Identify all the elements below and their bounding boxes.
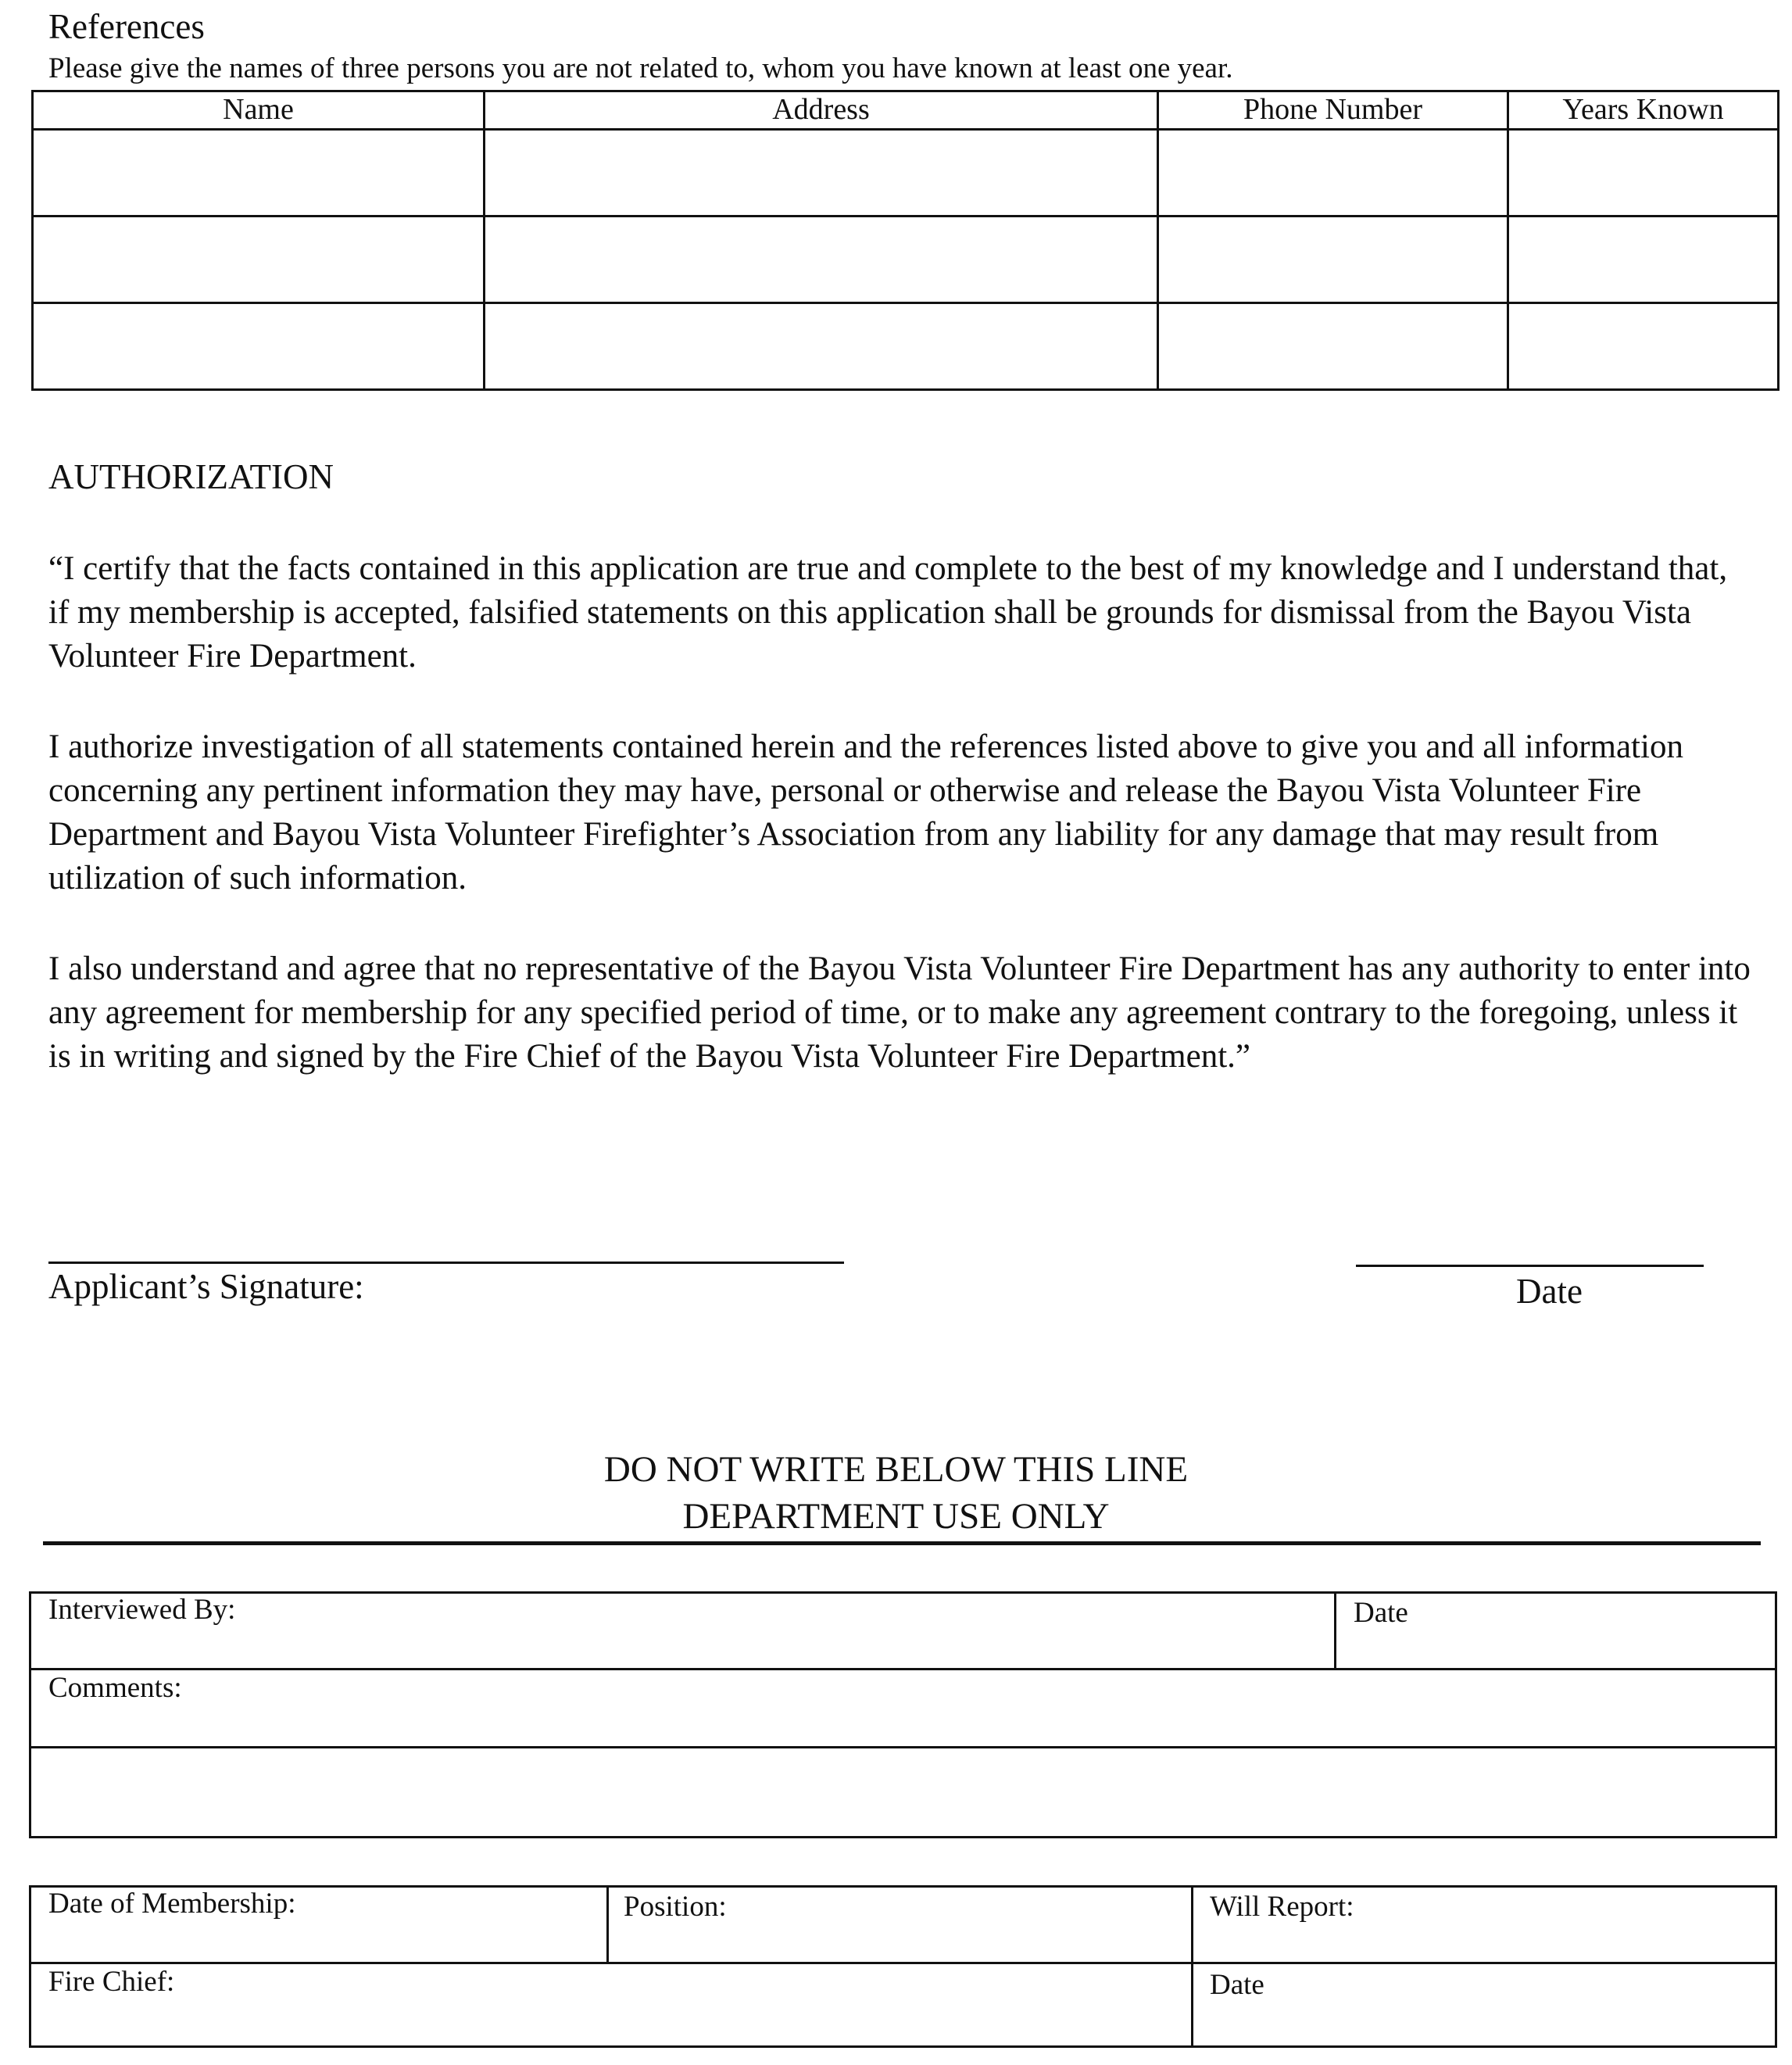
reference-3-years-field[interactable]: [1508, 303, 1779, 390]
interview-column-divider: [1334, 1591, 1336, 1670]
comments-row-divider: [29, 1746, 1777, 1748]
authorization-paragraph-3: I also understand and agree that no representative of the Bayou Vista Volunteer Fire Department has any authority to enter into any agreement for membership for any specified period of time, or to make any agreement contrary to the foregoing, unless it is in writing and signed by the Fire Chief of the Bayou Vista Volunteer Fire Department.”: [48, 950, 1751, 1075]
position-label: Position:: [624, 1891, 727, 1923]
authorization-paragraph-2: I authorize investigation of all statements contained herein and the references listed above to give you and all information concerning any pertinent information they may have, personal or otherwise and release the Bayou Vista Volunteer Fire Department and Bayou Vista Volunteer Firefighter’s Association from any liability for any damage that may result from utilization of such information.: [48, 728, 1683, 897]
reference-2-name-field[interactable]: [33, 217, 485, 303]
references-title: References: [48, 7, 205, 46]
authorization-paragraph-1: “I certify that the facts contained in this application are true and complete to the best of my knowledge and I understand that, if my membership is accepted, falsified statements on this application shall be grounds for dismissal from the Bayou Vista Volunteer Fire Department.: [48, 550, 1728, 675]
membership-row-divider: [29, 1962, 1777, 1964]
reference-2-years-field[interactable]: [1508, 217, 1779, 303]
column-header-phone-number: Phone Number: [1158, 91, 1508, 130]
table-row: [33, 217, 1779, 303]
table-row: [33, 130, 1779, 217]
applicant-signature-line[interactable]: [48, 1262, 844, 1264]
signature-date-line[interactable]: [1356, 1265, 1704, 1267]
reference-3-name-field[interactable]: [33, 303, 485, 390]
do-not-write-notice: DO NOT WRITE BELOW THIS LINE: [603, 1449, 1189, 1490]
reference-3-address-field[interactable]: [485, 303, 1158, 390]
reference-1-address-field[interactable]: [485, 130, 1158, 217]
interview-row-divider: [29, 1668, 1777, 1670]
authorization-heading: AUTHORIZATION: [48, 457, 334, 496]
membership-column-divider-1: [606, 1885, 609, 1963]
comments-label: Comments:: [48, 1672, 182, 1704]
reference-3-phone-field[interactable]: [1158, 303, 1508, 390]
references-header-row: [33, 91, 1779, 130]
reference-2-address-field[interactable]: [485, 217, 1158, 303]
signature-date-label: Date: [1516, 1272, 1583, 1311]
references-instruction: Please give the names of three persons you are not related to, whom you have known at least one year.: [48, 52, 1233, 84]
membership-column-divider-2: [1191, 1885, 1193, 2048]
reference-1-years-field[interactable]: [1508, 130, 1779, 217]
reference-1-name-field[interactable]: [33, 130, 485, 217]
reference-2-phone-field[interactable]: [1158, 217, 1508, 303]
department-use-only-heading: DEPARTMENT USE ONLY: [682, 1496, 1110, 1537]
references-table: [31, 90, 1779, 391]
date-of-membership-label: Date of Membership:: [48, 1888, 296, 1920]
interview-date-label: Date: [1354, 1597, 1408, 1629]
reference-1-phone-field[interactable]: [1158, 130, 1508, 217]
will-report-label: Will Report:: [1210, 1891, 1354, 1923]
fire-chief-date-label: Date: [1210, 1969, 1264, 2001]
column-header-name: Name: [33, 91, 485, 130]
interviewed-by-label: Interviewed By:: [48, 1594, 236, 1626]
table-row: [33, 303, 1779, 390]
fire-chief-label: Fire Chief:: [48, 1966, 175, 1998]
column-header-years-known: Years Known: [1508, 91, 1779, 130]
department-divider: [43, 1541, 1761, 1545]
interview-box: [29, 1591, 1777, 1838]
applicant-signature-label: Applicant’s Signature:: [48, 1267, 364, 1306]
column-header-address: Address: [485, 91, 1158, 130]
